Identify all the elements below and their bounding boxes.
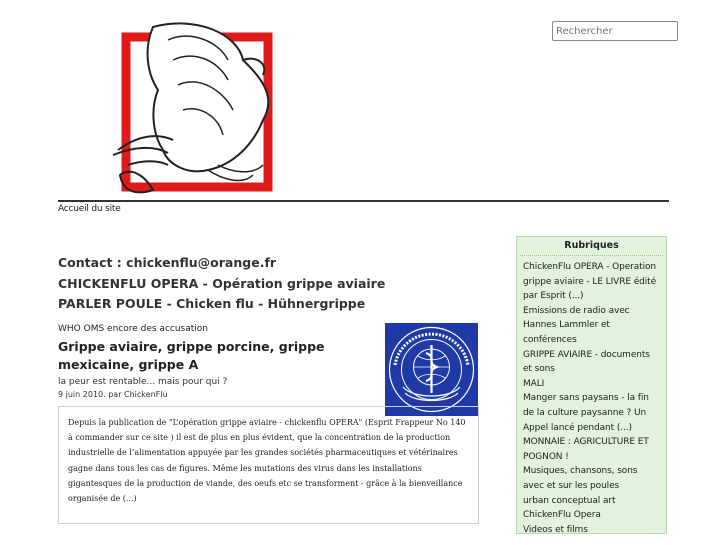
svg-text:~: ~ [243,182,249,189]
contact-headline[interactable]: Contact : chickenflu@orange.fr [58,255,277,270]
rubrique-item[interactable]: ChickenFlu Opera [523,510,601,521]
rubrique-item[interactable]: Manger sans paysans - la fin de la culture paysanne ? Un Appel lancé pendant (...) [523,393,649,433]
rubriques-list [517,256,666,537]
rubrique-item[interactable]: MONNAIE : AGRICULTURE ET POGNON ! [523,437,649,462]
article-excerpt: Depuis la publication de "L’opération grippe aviaire - chickenflu OPERA" (Esprit Frappeur No 140 à commander sur ce site ) il est de plus en plus évident, que la concentration de la production industrielle de l’alimentation appuyée par les grandes sociétés pharmaceutiques et vétérinaires gagne dans tous les cas de figures. Même les mutations des virus dans les installations gigantesques de la production de viande, des oeufs etc se transforment - grâce à la bienveillance organisée de (...) [58,406,479,524]
rubriques-sidebar [516,236,667,534]
article-meta: 9 juin 2010. par ChickenFlu [58,390,168,399]
rubrique-item[interactable]: MALI [523,378,545,389]
who-logo-icon[interactable] [385,323,478,416]
rubrique-item[interactable]: GRIPPE AVIAIRE - documents et sons [523,349,650,375]
search-input[interactable] [552,21,678,41]
article-title[interactable]: Grippe aviaire, grippe porcine, grippe mexicaine, grippe A [58,339,325,372]
site-headlines [58,253,478,315]
rubrique-item[interactable]: Musiques, chansons, sons avec et sur les poules [523,466,638,491]
rubriques-title: Rubriques [520,237,663,256]
rubrique-item[interactable]: ChickenFlu OPERA - Operation grippe aviaire - LE LIVRE édité par Esprit (...) [523,262,657,302]
parler-poule-headline[interactable]: PARLER POULE - Chicken flu - Hühnergrippe [58,296,366,311]
chicken-logo-icon[interactable] [58,15,308,200]
rubrique-item[interactable]: urban conceptual art [523,495,616,506]
rubrique-item[interactable]: Videos et films [523,524,588,535]
home-link[interactable]: Accueil du site [58,204,121,214]
rubrique-item[interactable]: Emissions de radio avec Hannes Lammler et conférences [523,305,630,345]
opera-headline[interactable]: CHICKENFLU OPERA - Opération grippe aviaire [58,275,386,291]
article-kicker[interactable]: WHO OMS encore des accusation [58,324,208,334]
header-divider [58,200,669,202]
article-subtitle: la peur est rentable... mais pour qui ? [58,377,228,387]
